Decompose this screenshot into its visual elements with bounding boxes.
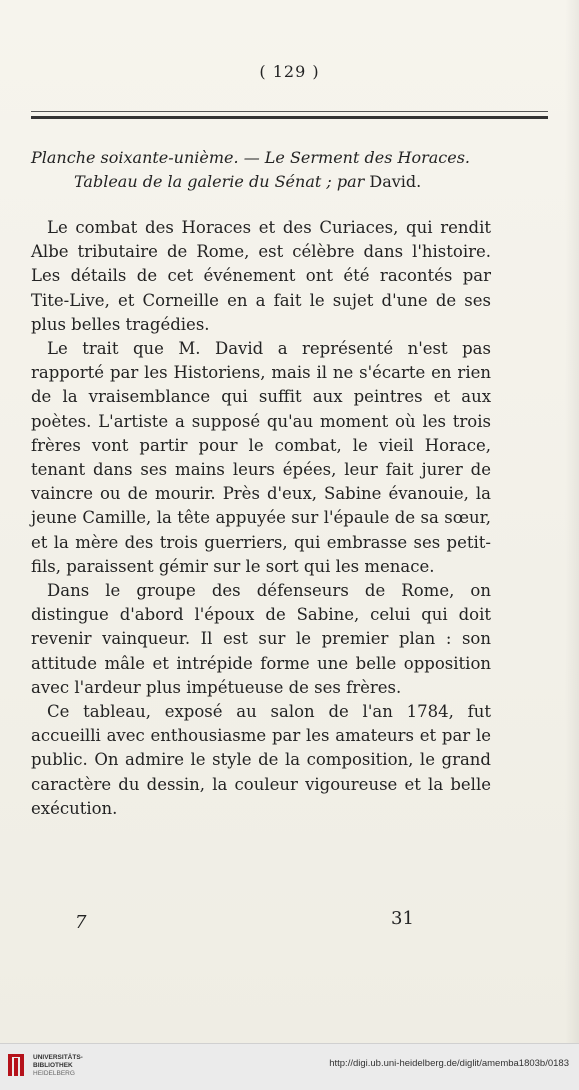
university-library-logo-icon (7, 1052, 29, 1078)
logo-line-1: UNIVERSITÄTS- (33, 1054, 83, 1061)
header-rule-thick (31, 116, 548, 119)
plate-caption-line1: Planche soixante-unième. — Le Serment des Horaces. (31, 148, 470, 167)
paragraph: Le trait que M. David a représenté n'est pas rapporté par les Historiens, mais il ne s'écarte en rien de la vraisemblance qui suffit aux peintres et aux poètes. L'artiste a supposé qu'au moment où les trois frères vont partir pour le combat, le vieil Horace, tenant dans ses mains leurs épées, leur fait jurer de vaincre ou de mourir. Près d'eux, Sabine évanouie, la jeune Camille, la tête appuyée sur l'épaule de sa sœur, et la mère des trois guerriers, qui embrasse ses petit-fils, paraissent gémir sur le sort qui les menace. (31, 339, 491, 576)
paragraph: Le combat des Horaces et des Curiaces, qui rendit Albe tributaire de Rome, est célèbre dans l'histoire. Les détails de cet événement ont été racontés par Tite-Live, et Corneille en a fait le sujet d'une de ses plus belles tragédies. (31, 218, 491, 334)
paragraph: Ce tableau, exposé au salon de l'an 1784, fut accueilli avec enthousiasme par les amateurs et par le public. On admire le style de la composition, le grand caractère du dessin, la couleur vigoureuse et la belle exécution. (31, 702, 491, 818)
header-rule-thin (31, 111, 548, 112)
paragraph: Dans le groupe des défenseurs de Rome, on distingue d'abord l'époux de Sabine, celui qui doit revenir vainqueur. Il est sur le premier plan : son attitude mâle et intrépide forme une belle opposition avec l'ardeur plus impétueuse de ses frères. (31, 581, 491, 697)
signature-mark-right: 31 (391, 908, 414, 929)
caption-painter-name: David. (369, 172, 422, 191)
body-text (31, 216, 491, 821)
viewer-footer (0, 1043, 579, 1090)
caption-gallery-text: Tableau de la galerie du Sénat ; par (74, 172, 370, 191)
logo-line-2: BIBLIOTHEK (33, 1062, 73, 1069)
library-logo-text (33, 1054, 83, 1078)
page-number: ( 129 ) (259, 62, 320, 81)
plate-caption-line2 (74, 170, 534, 194)
page-edge-shadow (565, 0, 579, 1043)
logo-line-3: HEIDELBERG (33, 1070, 75, 1077)
permalink-url[interactable]: http://digi.ub.uni-heidelberg.de/diglit/amemba1803b/0183 (329, 1058, 569, 1069)
signature-mark-left: 7 (75, 912, 87, 933)
